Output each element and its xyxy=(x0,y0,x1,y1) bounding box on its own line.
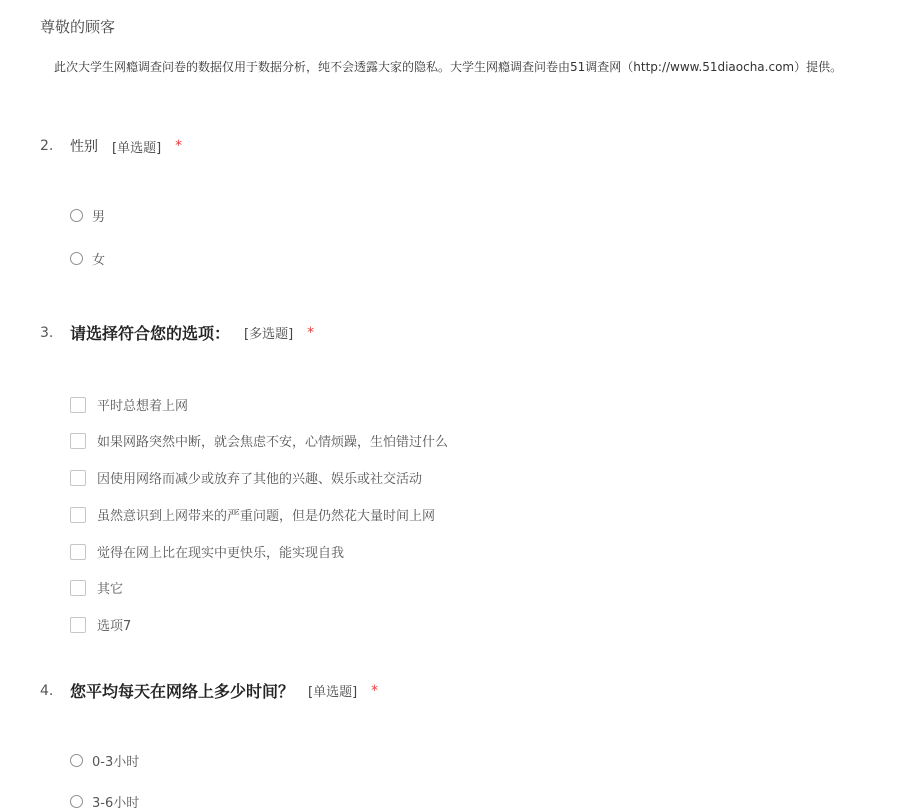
option-label: 女 xyxy=(92,253,106,268)
question-4-header xyxy=(40,679,378,702)
checkbox[interactable] xyxy=(70,617,86,633)
option-radio-female[interactable] xyxy=(70,249,105,268)
survey-greeting: 尊敬的顾客 xyxy=(40,18,116,36)
question-title: 您平均每天在网络上多少时间？ xyxy=(70,682,295,701)
option-checkbox-7[interactable] xyxy=(70,615,131,634)
radio-button[interactable] xyxy=(70,754,83,767)
survey-intro: 此次大学生网瘾调查问卷的数据仅用于数据分析，纯不会透露大家的隐私。大学生网瘾调查问卷由51调查网（http://www.51diaocha.com）提供。 xyxy=(54,60,843,74)
checkbox[interactable] xyxy=(70,580,86,596)
option-radio-0-3-hours[interactable] xyxy=(70,751,139,770)
option-checkbox-5[interactable] xyxy=(70,542,344,561)
option-checkbox-3[interactable] xyxy=(70,468,422,487)
option-label: 0-3小时 xyxy=(92,755,140,770)
option-checkbox-1[interactable] xyxy=(70,395,188,414)
option-label: 如果网路突然中断，就会焦虑不安，心情烦躁，生怕错过什么 xyxy=(97,435,449,450)
question-title: 请选择符合您的选项： xyxy=(70,324,231,343)
required-marker: * xyxy=(307,324,315,341)
radio-button[interactable] xyxy=(70,252,83,265)
question-type: [单选题] xyxy=(112,140,162,156)
option-label: 平时总想着上网 xyxy=(97,399,189,414)
option-checkbox-6[interactable] xyxy=(70,578,123,597)
question-type: [多选题] xyxy=(244,327,294,342)
required-marker: * xyxy=(371,682,379,699)
question-2-header xyxy=(40,136,182,156)
option-label: 选项7 xyxy=(97,619,132,634)
option-label: 3-6小时 xyxy=(92,796,140,811)
option-radio-male[interactable] xyxy=(70,206,105,225)
checkbox[interactable] xyxy=(70,470,86,486)
question-3-header xyxy=(40,321,314,344)
radio-button[interactable] xyxy=(70,795,83,808)
option-label: 觉得在网上比在现实中更快乐，能实现自我 xyxy=(97,546,345,561)
question-type: [单选题] xyxy=(308,685,358,700)
question-title: 性别 xyxy=(70,139,98,155)
option-checkbox-4[interactable] xyxy=(70,505,435,524)
option-label: 因使用网络而减少或放弃了其他的兴趣、娱乐或社交活动 xyxy=(97,472,423,487)
question-number: 2. xyxy=(40,138,54,154)
option-checkbox-2[interactable] xyxy=(70,431,448,450)
question-number: 4. xyxy=(40,682,54,699)
option-radio-3-6-hours[interactable] xyxy=(70,792,139,811)
option-label: 其它 xyxy=(97,582,124,597)
radio-button[interactable] xyxy=(70,209,83,222)
checkbox[interactable] xyxy=(70,433,86,449)
option-label: 男 xyxy=(92,210,106,225)
checkbox[interactable] xyxy=(70,507,86,523)
checkbox[interactable] xyxy=(70,544,86,560)
checkbox[interactable] xyxy=(70,397,86,413)
required-marker: * xyxy=(175,138,183,154)
question-number: 3. xyxy=(40,324,54,341)
option-label: 虽然意识到上网带来的严重问题，但是仍然花大量时间上网 xyxy=(97,509,436,524)
